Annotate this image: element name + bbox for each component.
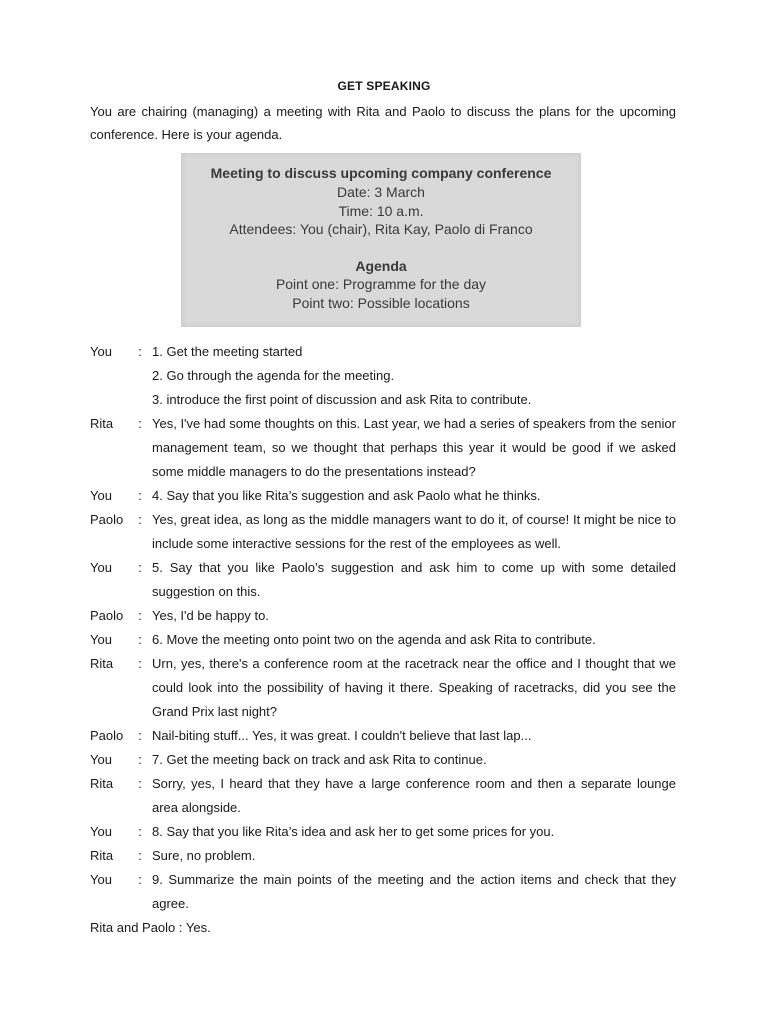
dialogue-row (90, 868, 676, 916)
dialogue-text: 2. Go through the agenda for the meeting. (152, 368, 395, 383)
speaker-name: Rita (90, 416, 114, 431)
speaker-colon: : (138, 752, 142, 767)
dialogue-text: 1. Get the meeting started (152, 344, 303, 359)
speaker-colon: : (138, 560, 142, 575)
dialogue-text: 5. Say that you like Paolo’s suggestion and ask him to come up with some detailed suggestion on this. (152, 560, 676, 599)
agenda-attendees: Attendees: You (chair), Rita Kay, Paolo di Franco (229, 221, 533, 237)
speaker-name: You (90, 752, 112, 767)
dialogue-row (90, 340, 676, 364)
speaker-name: Paolo (90, 512, 124, 527)
dialogue-text: Sure, no problem. (152, 848, 256, 863)
dialogue-row (90, 364, 676, 388)
dialogue-text: Yes, I'd be happy to. (152, 608, 269, 623)
speaker-name: You (90, 344, 112, 359)
dialogue-row (90, 484, 676, 508)
speaker-colon: : (138, 608, 142, 623)
agenda-time: Time: 10 a.m. (338, 203, 424, 219)
agenda-point-one: Point one: Programme for the day (275, 276, 487, 292)
intro-paragraph: You are chairing (managing) a meeting with Rita and Paolo to discuss the plans for the upcoming conference. Here is your agenda. (90, 104, 676, 142)
speaker-name: You (90, 488, 112, 503)
agenda-date: Date: 3 March (337, 184, 425, 200)
speaker-name: You (90, 560, 112, 575)
dialogue-text: Nail-biting stuff... Yes, it was great. I couldn't believe that last lap... (152, 728, 532, 743)
speaker-colon: : (138, 632, 142, 647)
dialogue-row (90, 724, 676, 748)
dialogue-text: Yes, great idea, as long as the middle managers want to do it, of course! It might be nice to include some interactive sessions for the rest of the employees as well. (152, 512, 676, 551)
speaker-colon: : (138, 728, 142, 743)
dialogue-text: 6. Move the meeting onto point two on the agenda and ask Rita to contribute. (152, 632, 596, 647)
dialogue-text: 8. Say that you like Rita’s idea and ask her to get some prices for you. (152, 824, 555, 839)
dialogue-row (90, 412, 676, 484)
speaker-colon: : (138, 848, 142, 863)
dialogue-text: 4. Say that you like Rita’s suggestion and ask Paolo what he thinks. (152, 488, 541, 503)
dialogue-row (90, 820, 676, 844)
dialogue-list (90, 340, 676, 940)
speaker-name: Rita (90, 776, 114, 791)
speaker-colon: : (138, 824, 142, 839)
dialogue-text: Sorry, yes, I heard that they have a large conference room and then a separate lounge area alongside. (152, 776, 676, 815)
speaker-colon: : (138, 512, 142, 527)
dialogue-text: 3. introduce the first point of discussion and ask Rita to contribute. (152, 392, 532, 407)
speaker-colon: : (138, 488, 142, 503)
closing-line: Rita and Paolo : Yes. (90, 920, 211, 935)
speaker-name: Rita (90, 848, 114, 863)
dialogue-text: 9. Summarize the main points of the meeting and the action items and check that they agree. (152, 872, 676, 911)
speaker-colon: : (138, 872, 142, 887)
agenda-title: Agenda (355, 258, 407, 274)
dialogue-text: Urn, yes, there's a conference room at the racetrack near the office and I thought that we could look into the possibility of having it there. Speaking of racetracks, did you see the Grand Prix last night? (152, 656, 676, 719)
speaker-name: Paolo (90, 728, 124, 743)
dialogue-row (90, 772, 676, 820)
dialogue-row (90, 844, 676, 868)
speaker-name: You (90, 632, 112, 647)
speaker-colon: : (138, 344, 142, 359)
speaker-name: You (90, 872, 112, 887)
speaker-colon: : (138, 416, 142, 431)
dialogue-row (90, 556, 676, 604)
speaker-name: Paolo (90, 608, 124, 623)
speaker-colon: : (138, 656, 142, 671)
agenda-heading: Meeting to discuss upcoming company conference (210, 165, 552, 181)
dialogue-row (90, 748, 676, 772)
speaker-name: Rita (90, 656, 114, 671)
dialogue-row (90, 388, 676, 412)
speaker-colon: : (138, 776, 142, 791)
dialogue-row (90, 508, 676, 556)
dialogue-row (90, 652, 676, 724)
dialogue-text: Yes, I've had some thoughts on this. Last year, we had a series of speakers from the senior management team, so we thought that perhaps this year it would be good if we asked some middle managers to do the presentations instead? (152, 416, 676, 479)
page-title: GET SPEAKING (337, 79, 431, 93)
dialogue-text: 7. Get the meeting back on track and ask Rita to continue. (152, 752, 487, 767)
speaker-name: You (90, 824, 112, 839)
agenda-point-two: Point two: Possible locations (292, 295, 470, 311)
dialogue-row (90, 604, 676, 628)
dialogue-row (90, 628, 676, 652)
agenda-box (181, 153, 581, 327)
